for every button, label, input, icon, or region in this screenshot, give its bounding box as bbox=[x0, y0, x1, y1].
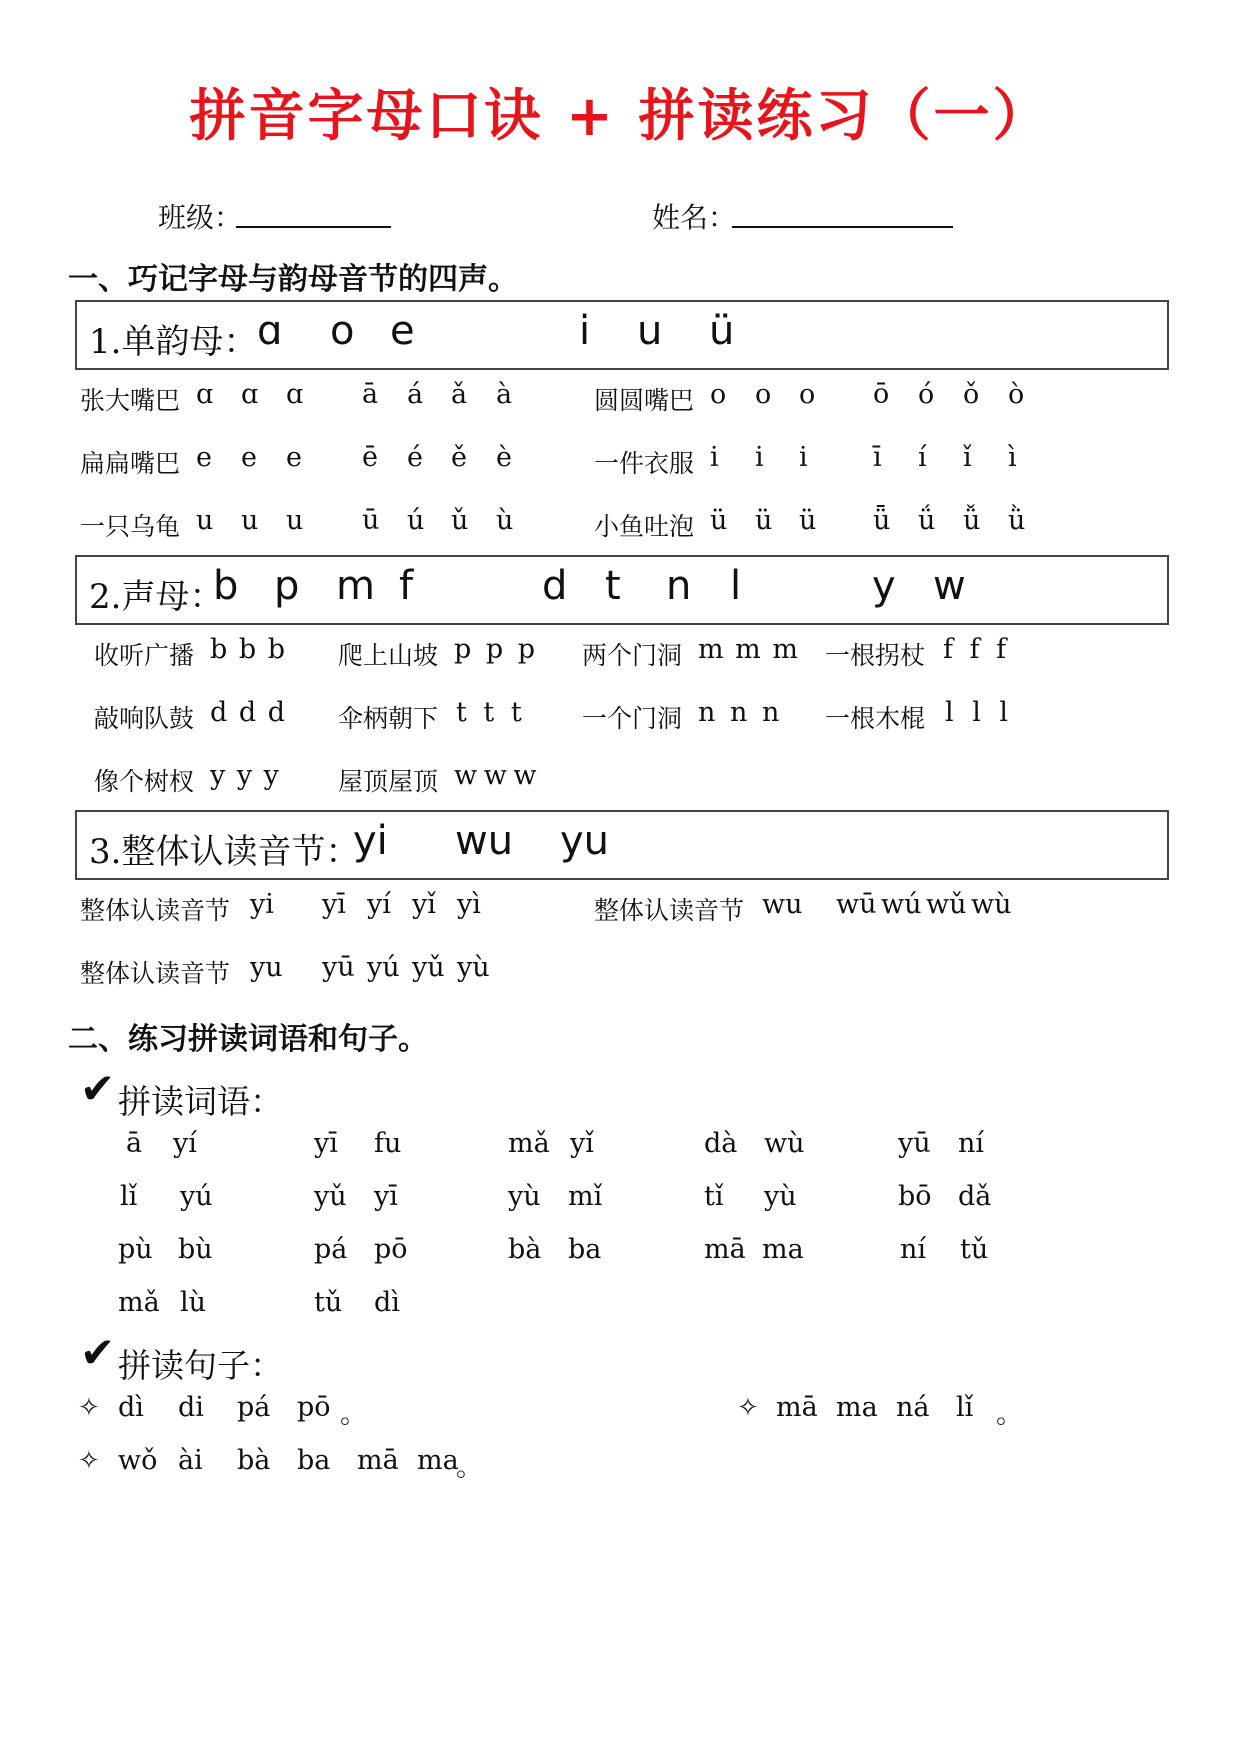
vowel-tone: ā bbox=[362, 379, 379, 410]
word-syllable: yù bbox=[764, 1181, 797, 1212]
whole-syllable: yu bbox=[560, 818, 610, 864]
word-syllable: yī bbox=[314, 1128, 338, 1159]
word-syllable: bù bbox=[178, 1234, 213, 1265]
initial-letters: n n n bbox=[698, 697, 780, 728]
whole-syllables-box bbox=[75, 810, 1169, 880]
syllable-tone: yù bbox=[457, 952, 490, 983]
rhyme-label: 一只乌龟 bbox=[80, 512, 181, 541]
syllable-tone: yū bbox=[322, 952, 355, 983]
sentence-syllable: wǒ bbox=[118, 1445, 158, 1476]
initial-letter: l bbox=[730, 563, 742, 609]
vowel-plain: e bbox=[286, 442, 302, 473]
class-blank[interactable] bbox=[236, 226, 391, 228]
initial-letters: y y y bbox=[210, 760, 279, 791]
vowel-plain: ü bbox=[755, 505, 773, 536]
initial-rhyme-label: 爬上山坡 bbox=[338, 641, 439, 670]
vowel-tone: ū bbox=[362, 505, 380, 536]
rhyme-label: 张大嘴巴 bbox=[80, 386, 181, 415]
vowel-letter: u bbox=[637, 308, 663, 354]
word-syllable: wù bbox=[764, 1128, 805, 1159]
initial-letter: w bbox=[933, 563, 966, 609]
sentence-syllable: di bbox=[178, 1392, 204, 1423]
syllable-label: 整体认读音节 bbox=[80, 959, 231, 988]
word-syllable: mǐ bbox=[568, 1181, 603, 1212]
initial-letter: d bbox=[542, 563, 568, 609]
section2-heading: 二、练习拼读词语和句子。 bbox=[68, 1022, 428, 1057]
vowel-plain: ɑ bbox=[196, 379, 214, 410]
word-syllable: ní bbox=[958, 1128, 985, 1159]
star-icon: ✧ bbox=[737, 1393, 759, 1423]
initial-letter: y bbox=[872, 563, 896, 609]
star-icon: ✧ bbox=[78, 1446, 100, 1476]
word-syllable: ní bbox=[900, 1234, 927, 1265]
word-syllable: yī bbox=[374, 1181, 398, 1212]
syllable-plain: wu bbox=[762, 889, 803, 920]
sentence-syllable: mā bbox=[776, 1392, 818, 1423]
sentence-period: 。 bbox=[996, 1399, 1023, 1430]
vowel-plain: o bbox=[755, 379, 772, 410]
sentence-syllable: dì bbox=[118, 1392, 144, 1423]
vowel-plain: u bbox=[286, 505, 304, 536]
name-label: 姓名： bbox=[652, 201, 737, 234]
initial-letters: l l l bbox=[945, 697, 1009, 728]
syllable-tone: yì bbox=[457, 889, 481, 920]
word-syllable: ā bbox=[126, 1128, 143, 1159]
syllable-tone: wū bbox=[836, 889, 877, 920]
initial-letters: m m m bbox=[698, 634, 798, 665]
vowel-tone: ō bbox=[873, 379, 890, 410]
whole-syllable: wu bbox=[455, 818, 514, 864]
syllable-plain: yu bbox=[250, 952, 283, 983]
sentence-syllable: pá bbox=[237, 1392, 271, 1423]
word-syllable: fu bbox=[374, 1128, 402, 1159]
word-syllable: dà bbox=[704, 1128, 738, 1159]
word-syllable: yǐ bbox=[570, 1128, 594, 1159]
sentence-syllable: pō bbox=[297, 1392, 331, 1423]
vowel-tone: è bbox=[496, 442, 512, 473]
word-syllable: tǐ bbox=[704, 1181, 724, 1212]
word-syllable: ma bbox=[762, 1234, 804, 1265]
word-syllable: pō bbox=[374, 1234, 408, 1265]
word-syllable: lǐ bbox=[120, 1181, 138, 1212]
syllable-label: 整体认读音节 bbox=[80, 896, 231, 925]
vowel-tone: ù bbox=[496, 505, 514, 536]
word-syllable: mǎ bbox=[118, 1287, 160, 1318]
initial-letters: w w w bbox=[454, 760, 537, 791]
initial-letter: n bbox=[666, 563, 692, 609]
initial-rhyme-label: 敲响队鼓 bbox=[94, 704, 195, 733]
vowel-tone: é bbox=[407, 442, 423, 473]
sentence-syllable: lǐ bbox=[956, 1392, 974, 1423]
vowel-plain: ü bbox=[799, 505, 817, 536]
initial-rhyme-label: 一根拐杖 bbox=[825, 641, 926, 670]
vowel-tone: ú bbox=[407, 505, 425, 536]
initial-rhyme-label: 收听广播 bbox=[94, 641, 195, 670]
sentence-syllable: ma bbox=[836, 1392, 878, 1423]
word-syllable: dì bbox=[374, 1287, 400, 1318]
syllable-tone: yí bbox=[367, 889, 391, 920]
single-vowels-label: 1.单韵母： bbox=[89, 322, 258, 362]
initial-letters: b b b bbox=[210, 634, 286, 665]
syllable-plain: yi bbox=[250, 889, 274, 920]
word-syllable: yù bbox=[508, 1181, 541, 1212]
vowel-tone: í bbox=[918, 442, 927, 473]
sentence-syllable: ài bbox=[178, 1445, 203, 1476]
word-syllable: pù bbox=[118, 1234, 153, 1265]
initial-rhyme-label: 伞柄朝下 bbox=[338, 704, 439, 733]
class-label: 班级： bbox=[158, 201, 243, 234]
syllable-tone: yú bbox=[367, 952, 400, 983]
vowel-letter: e bbox=[390, 308, 415, 354]
initial-rhyme-label: 像个树杈 bbox=[94, 767, 195, 796]
word-syllable: bà bbox=[508, 1234, 542, 1265]
rhyme-label: 扁扁嘴巴 bbox=[80, 449, 181, 478]
vowel-tone: ò bbox=[1008, 379, 1025, 410]
word-syllable: lù bbox=[180, 1287, 207, 1318]
vowel-plain: i bbox=[755, 442, 764, 473]
vowel-tone: ǘ bbox=[918, 505, 936, 536]
word-syllable: yú bbox=[180, 1181, 213, 1212]
name-blank[interactable] bbox=[732, 226, 953, 228]
word-syllable: tǔ bbox=[960, 1234, 989, 1265]
sentence-period: 。 bbox=[456, 1452, 483, 1483]
vowel-plain: i bbox=[710, 442, 719, 473]
word-syllable: ba bbox=[568, 1234, 602, 1265]
initial-letter: t bbox=[605, 563, 621, 609]
initial-letter: p bbox=[274, 563, 300, 609]
whole-syllables-label: 3.整体认读音节： bbox=[89, 832, 360, 872]
word-syllable: pá bbox=[314, 1234, 348, 1265]
rhyme-label: 小鱼吐泡 bbox=[594, 512, 695, 541]
initial-letters: d d d bbox=[210, 697, 286, 728]
star-icon: ✧ bbox=[78, 1393, 100, 1423]
sentence-syllable: ba bbox=[297, 1445, 331, 1476]
initial-letters: f f f bbox=[943, 634, 1007, 665]
whole-syllable: yi bbox=[353, 818, 388, 864]
initial-rhyme-label: 一根木棍 bbox=[825, 704, 926, 733]
syllable-tone: wǔ bbox=[926, 889, 967, 920]
syllable-label: 整体认读音节 bbox=[594, 896, 745, 925]
vowel-plain: o bbox=[710, 379, 727, 410]
page-title: 拼音字母口诀 + 拼读练习（一） bbox=[189, 84, 1052, 149]
vowel-tone: ǔ bbox=[451, 505, 469, 536]
vowel-tone: ǎ bbox=[451, 379, 468, 410]
vowel-tone: ǒ bbox=[963, 379, 980, 410]
check-icon: ✔ bbox=[80, 1064, 116, 1113]
word-syllable: mā bbox=[704, 1234, 746, 1265]
initial-letter: f bbox=[399, 563, 414, 609]
words-title: 拼读词语： bbox=[118, 1082, 283, 1121]
vowel-plain: ɑ bbox=[241, 379, 259, 410]
vowel-plain: e bbox=[196, 442, 212, 473]
vowel-tone: ī bbox=[873, 442, 882, 473]
word-syllable: yí bbox=[173, 1128, 197, 1159]
vowel-plain: i bbox=[799, 442, 808, 473]
vowel-letter: o bbox=[330, 308, 355, 354]
initial-letter: b bbox=[213, 563, 239, 609]
word-syllable: yǔ bbox=[314, 1181, 347, 1212]
sentence-syllable: bà bbox=[237, 1445, 271, 1476]
sentences-title: 拼读句子： bbox=[118, 1346, 283, 1385]
syllable-tone: wú bbox=[881, 889, 922, 920]
vowel-letter: i bbox=[579, 308, 591, 354]
vowel-plain: o bbox=[799, 379, 816, 410]
syllable-tone: yǐ bbox=[412, 889, 436, 920]
word-syllable: yū bbox=[898, 1128, 931, 1159]
sentence-period: 。 bbox=[340, 1399, 367, 1430]
vowel-tone: á bbox=[407, 379, 424, 410]
word-syllable: bō bbox=[898, 1181, 932, 1212]
vowel-tone: ǖ bbox=[873, 505, 891, 536]
vowel-plain: u bbox=[196, 505, 214, 536]
initial-rhyme-label: 两个门洞 bbox=[582, 641, 683, 670]
rhyme-label: 圆圆嘴巴 bbox=[594, 386, 695, 415]
initial-rhyme-label: 一个门洞 bbox=[582, 704, 683, 733]
vowel-tone: ǚ bbox=[963, 505, 981, 536]
initial-letter: m bbox=[336, 563, 375, 609]
initial-rhyme-label: 屋顶屋顶 bbox=[338, 767, 439, 796]
syllable-tone: wù bbox=[971, 889, 1012, 920]
word-syllable: tǔ bbox=[314, 1287, 343, 1318]
vowel-tone: ě bbox=[451, 442, 467, 473]
initial-letters: t t t bbox=[456, 697, 522, 728]
vowel-tone: ǜ bbox=[1008, 505, 1026, 536]
sentence-syllable: ná bbox=[896, 1392, 930, 1423]
vowel-tone: à bbox=[496, 379, 513, 410]
check-icon: ✔ bbox=[80, 1328, 116, 1377]
vowel-letter: ɑ bbox=[257, 308, 283, 354]
single-vowels-box bbox=[75, 300, 1169, 370]
vowel-plain: ü bbox=[710, 505, 728, 536]
initials-label: 2.声母： bbox=[89, 577, 224, 617]
sentence-syllable: ma bbox=[417, 1445, 459, 1476]
vowel-plain: ɑ bbox=[286, 379, 304, 410]
word-syllable: mǎ bbox=[508, 1128, 550, 1159]
word-syllable: dǎ bbox=[958, 1181, 992, 1212]
rhyme-label: 一件衣服 bbox=[594, 449, 695, 478]
vowel-tone: ó bbox=[918, 379, 935, 410]
vowel-plain: u bbox=[241, 505, 259, 536]
section1-heading: 一、巧记字母与韵母音节的四声。 bbox=[68, 262, 518, 297]
vowel-tone: ē bbox=[362, 442, 378, 473]
initial-letters: p p p bbox=[454, 634, 536, 665]
syllable-tone: yī bbox=[322, 889, 346, 920]
initials-box bbox=[75, 555, 1169, 625]
syllable-tone: yǔ bbox=[412, 952, 445, 983]
vowel-tone: ì bbox=[1008, 442, 1017, 473]
sentence-syllable: mā bbox=[357, 1445, 399, 1476]
vowel-tone: ǐ bbox=[963, 442, 972, 473]
vowel-letter: ü bbox=[709, 308, 735, 354]
vowel-plain: e bbox=[241, 442, 257, 473]
